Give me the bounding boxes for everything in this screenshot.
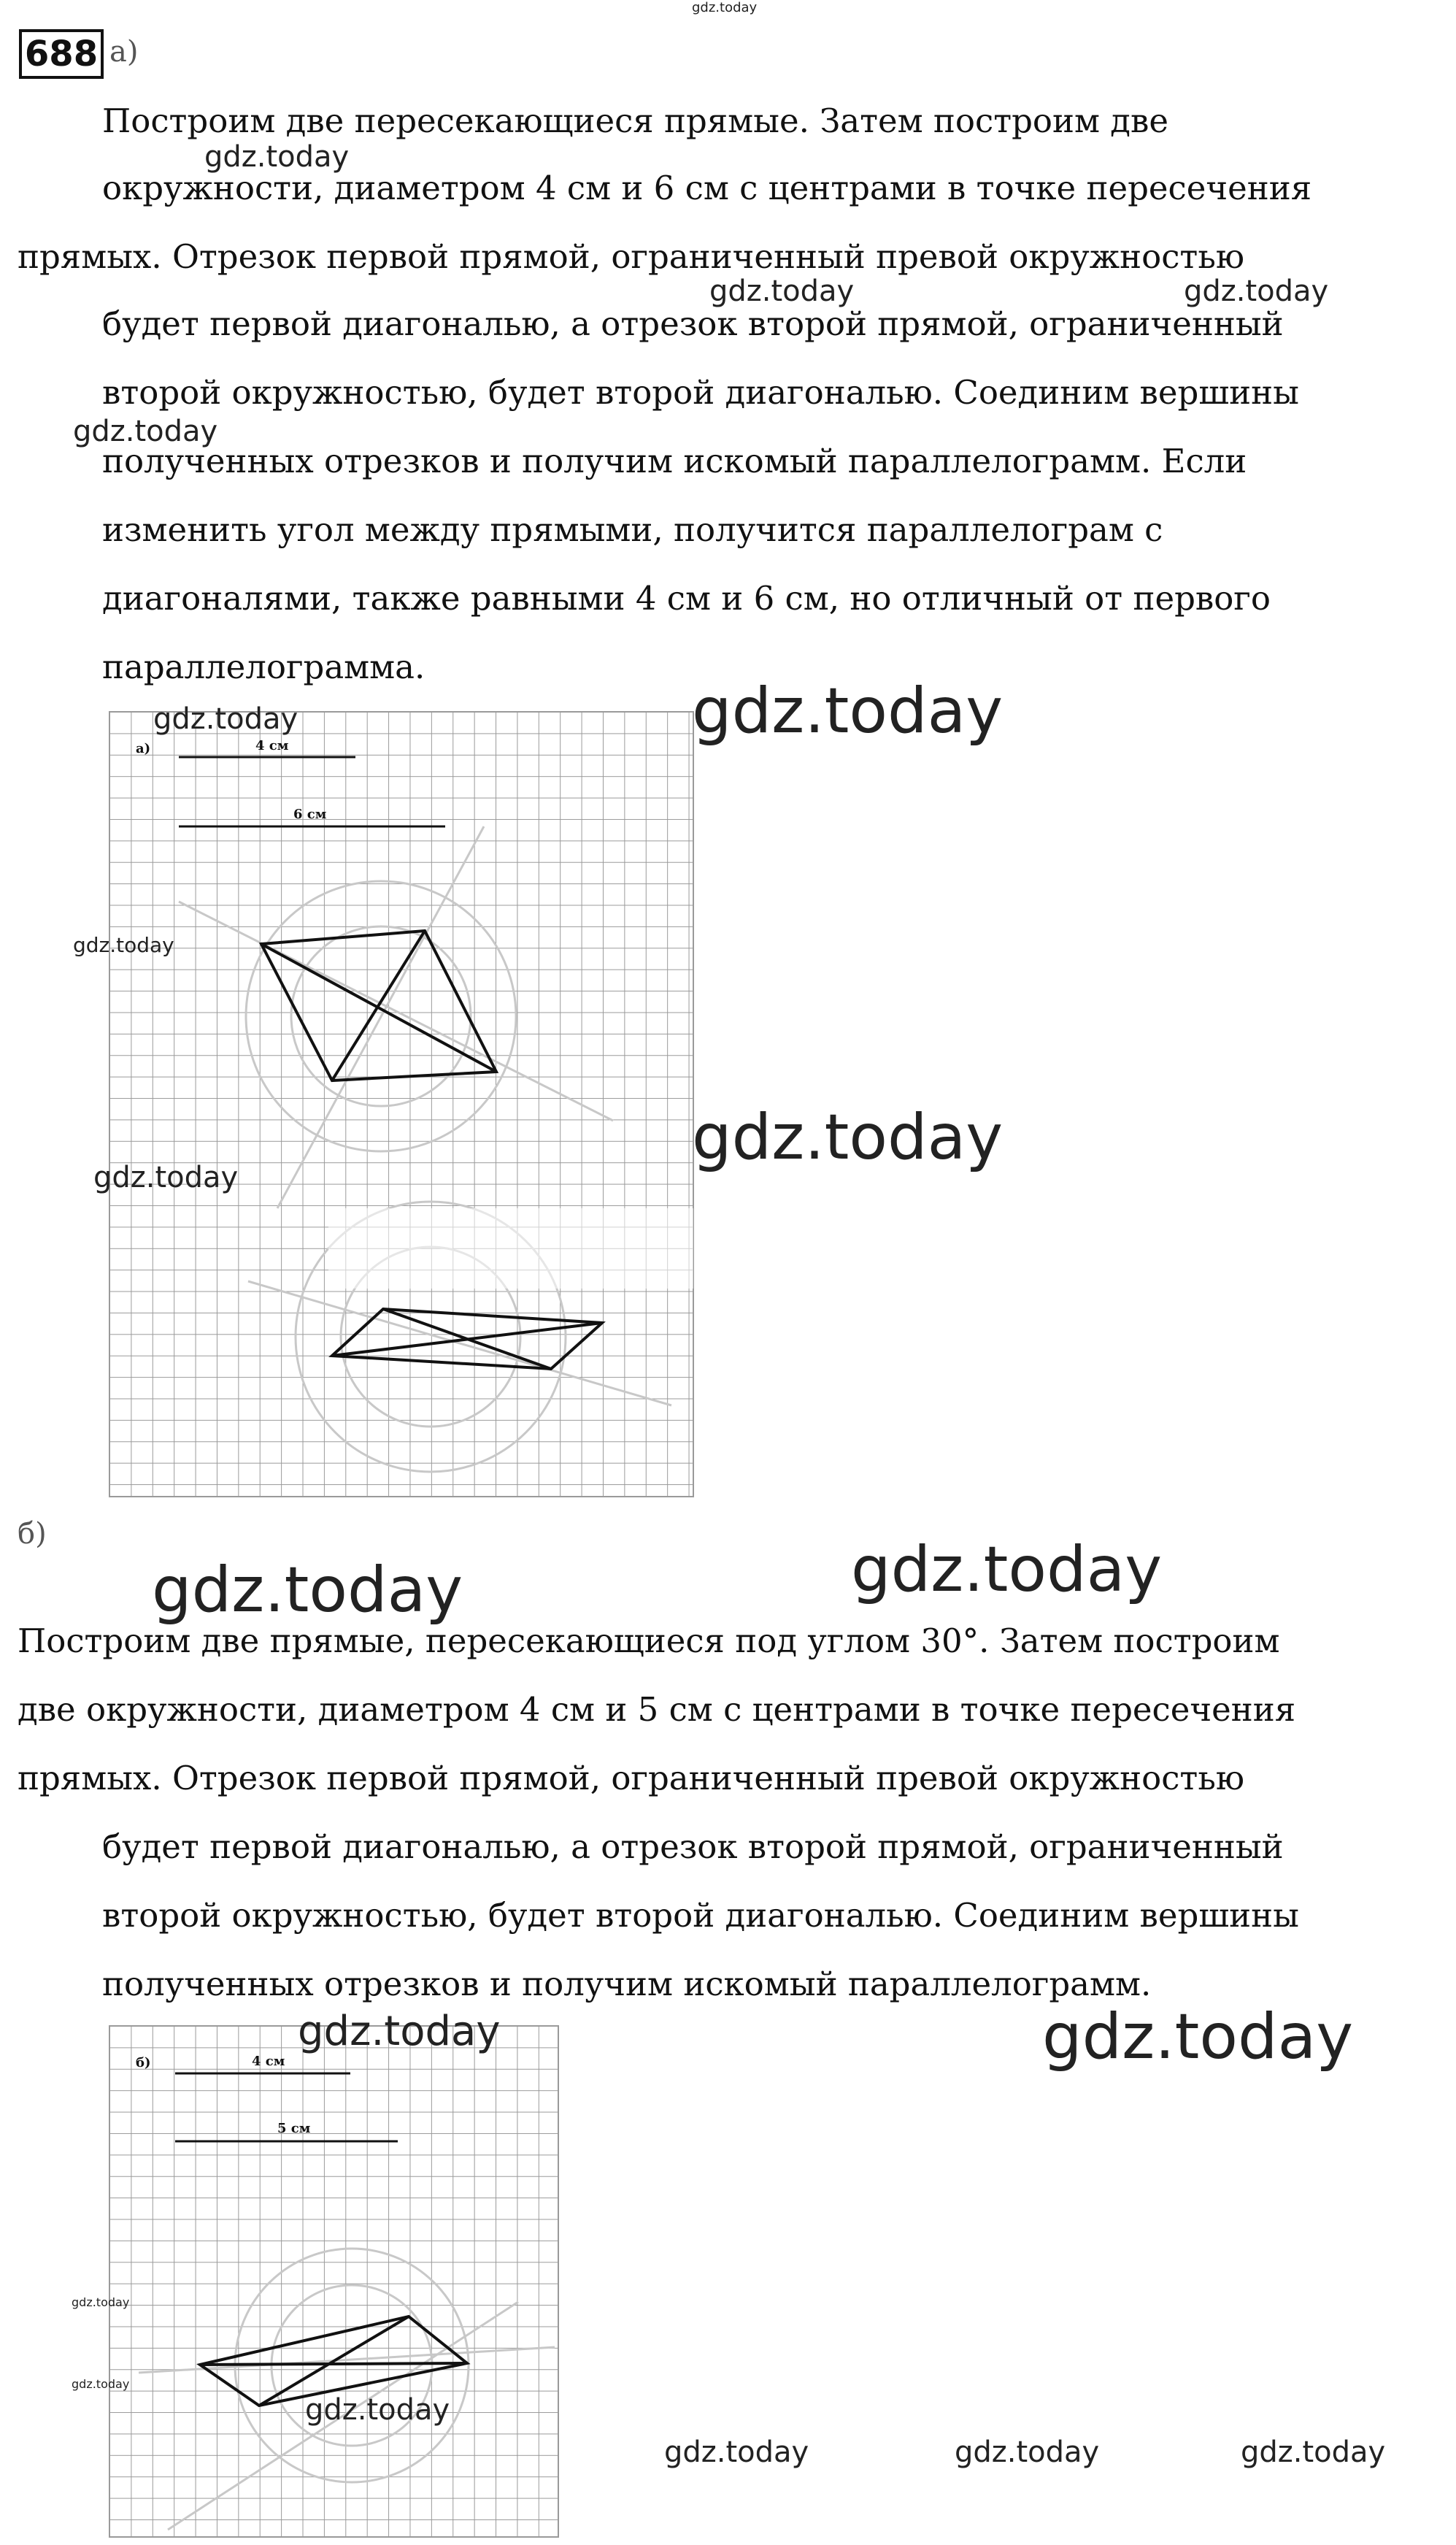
part-b-line-5: второй окружностью, будет второй диагональю. Соединим вершины xyxy=(102,1896,1299,1935)
part-b-line-1: Построим две прямые, пересекающиеся под углом 30°. Затем построим xyxy=(18,1621,1280,1660)
part-a-line-1: Построим две пересекающиеся прямые. Затем построим две xyxy=(102,101,1168,140)
watermark: gdz.today xyxy=(73,415,218,448)
watermark: gdz.today xyxy=(305,2393,450,2427)
part-a-line-2: окружности, диаметром 4 см и 6 см с центрами в точке пересечения xyxy=(102,169,1312,207)
part-a-line-3: прямых. Отрезок первой прямой, ограниченный превой окружностью xyxy=(18,237,1244,276)
part-a-line-6: полученных отрезков и получим искомый параллелограмм. Если xyxy=(102,442,1247,480)
problem-number: 688 xyxy=(19,29,104,79)
figure-b-drawing xyxy=(109,2026,558,2537)
part-a-line-4: будет первой диагональю, а отрезок второй прямой, ограниченный xyxy=(102,304,1284,343)
figure-a-drawing xyxy=(109,712,693,1497)
part-a-line-8: диагоналями, также равными 4 см и 6 см, но отличный от первого xyxy=(102,579,1271,618)
part-a-line-5: второй окружностью, будет второй диагональю. Соединим вершины xyxy=(102,373,1299,412)
figure-a-label: а) xyxy=(136,741,151,756)
watermark: gdz.today xyxy=(1241,2435,1386,2469)
watermark: gdz.today xyxy=(664,2435,809,2469)
watermark: gdz.today xyxy=(72,2377,130,2391)
part-b-line-2: две окружности, диаметром 4 см и 5 см с центрами в точке пересечения xyxy=(18,1690,1296,1729)
part-b-line-6: полученных отрезков и получим искомый параллелограмм. xyxy=(102,1965,1152,2003)
watermark: gdz.today xyxy=(153,702,298,736)
figure-b-grid xyxy=(109,2026,558,2537)
watermark: gdz.today xyxy=(692,675,1004,748)
watermark: gdz.today xyxy=(298,2008,501,2055)
watermark: gdz.today xyxy=(72,2295,130,2309)
figure-b-label: б) xyxy=(136,2055,151,2070)
part-a-marker: а) xyxy=(109,35,139,69)
part-a-line-9: параллелограмма. xyxy=(102,648,425,686)
watermark: gdz.today xyxy=(152,1554,463,1627)
part-b-line-4: будет первой диагональю, а отрезок второй прямой, ограниченный xyxy=(102,1827,1284,1866)
watermark: gdz.today xyxy=(204,140,350,174)
watermark: gdz.today xyxy=(93,1161,239,1194)
watermark: gdz.today xyxy=(709,275,855,308)
watermark: gdz.today xyxy=(851,1533,1163,1606)
part-b-line-3: прямых. Отрезок первой прямой, ограниченный превой окружностью xyxy=(18,1759,1244,1797)
watermark: gdz.today xyxy=(73,933,174,957)
figure-b-seg2-label: 5 см xyxy=(277,2121,311,2136)
figure-a-seg2-label: 6 см xyxy=(293,807,327,822)
figure-a-seg1-label: 4 см xyxy=(255,738,289,753)
watermark-top: gdz.today xyxy=(692,0,758,15)
watermark: gdz.today xyxy=(1184,275,1329,308)
part-a-line-7: изменить угол между прямыми, получится параллелограм с xyxy=(102,510,1163,549)
figure-b-seg1-label: 4 см xyxy=(252,2054,285,2069)
figure-a-grid xyxy=(109,712,693,1497)
watermark: gdz.today xyxy=(1042,2000,1354,2073)
part-b-marker: б) xyxy=(18,1517,47,1551)
watermark: gdz.today xyxy=(692,1101,1004,1174)
watermark: gdz.today xyxy=(955,2435,1100,2469)
